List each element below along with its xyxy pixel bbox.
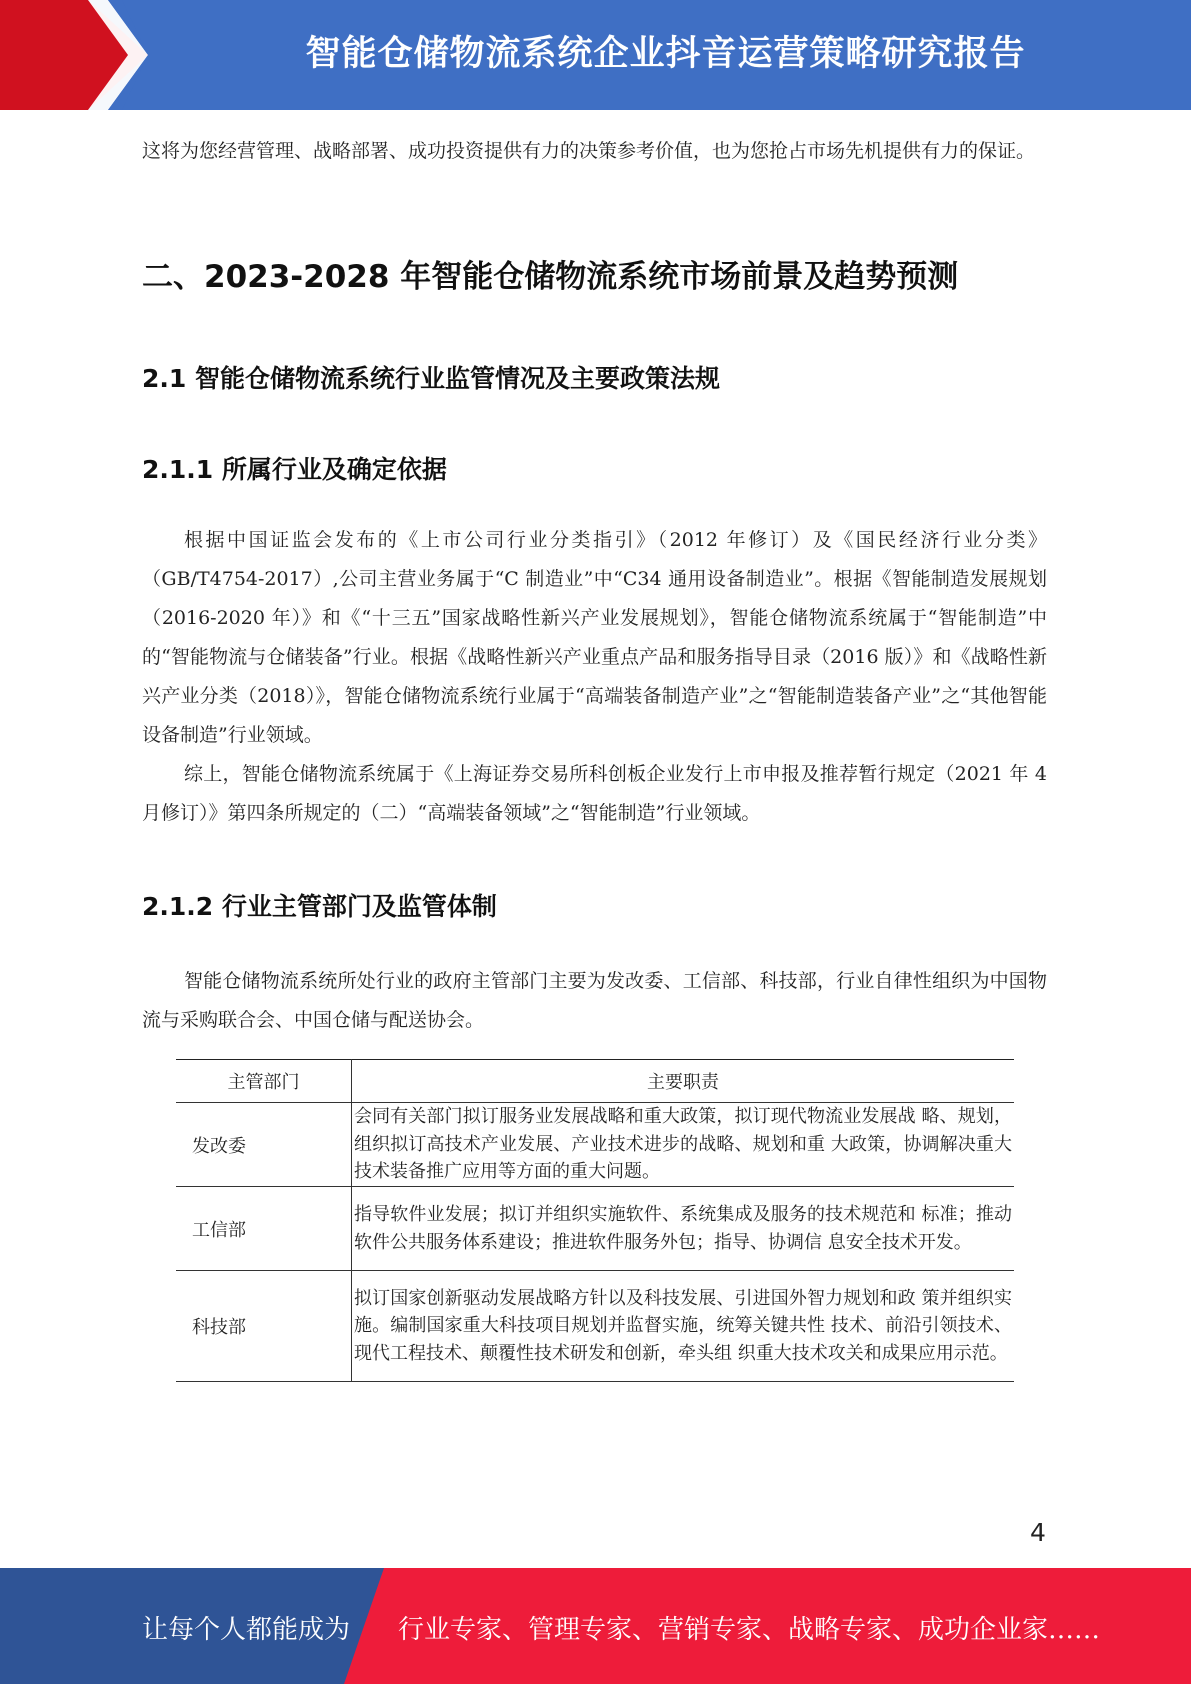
section-2-1-2-heading: 2.1.2 行业主管部门及监管体制 xyxy=(142,892,497,921)
industry-classification-paragraph: 根据中国证监会发布的《上市公司行业分类指引》（2012 年修订）及《国民经济行业分类》（GB/T4754-2017）,公司主营业务属于“C 制造业”中“C34 通用设备制造业”。根据《智能制造发展规划（2016-2020 年）》和《“十三五”国家战略性新兴产业发展规划》，智能仓储物流系统属于“智能制造”中的“智能物流与仓储装备”行业。根据《战略性新兴产业重点产品和服务指导目录（2016 版）》和《战略性新兴产业分类（2018）》，智能仓储物流系统行业属于“高端装备制造产业”之“智能制造装备产业”之“其他智能设备制造”行业领域。 xyxy=(142,529,1047,746)
table-header-row xyxy=(176,1060,1014,1103)
duty-cell: 指导软件业发展；拟订并组织实施软件、系统集成及服务的技术规范和 标准；推动软件公共服务体系建设；推进软件服务外包；指导、协调信 息安全技术开发。 xyxy=(352,1187,1015,1271)
section-2-1-1-summary xyxy=(142,755,1047,833)
dept-cell: 工信部 xyxy=(176,1187,352,1271)
table-row xyxy=(176,1271,1014,1382)
table-row xyxy=(176,1103,1014,1187)
dept-cell: 科技部 xyxy=(176,1271,352,1382)
section-2-1-2-body xyxy=(142,962,1047,1040)
section-2-1-1-heading: 2.1.1 所属行业及确定依据 xyxy=(142,455,447,484)
footer-slogan-left: 让每个人都能成为 xyxy=(142,1615,351,1645)
header-cell-dept: 主管部门 xyxy=(176,1060,352,1103)
table-row xyxy=(176,1187,1014,1271)
section-2-heading: 二、2023-2028 年智能仓储物流系统市场前景及趋势预测 xyxy=(142,259,959,295)
section-2-1-heading: 2.1 智能仓储物流系统行业监管情况及主要政策法规 xyxy=(142,364,720,393)
header-cell-duty: 主要职责 xyxy=(352,1060,1015,1103)
header-banner xyxy=(0,0,1191,110)
summary-paragraph: 综上，智能仓储物流系统属于《上海证券交易所科创板企业发行上市申报及推荐暂行规定（2021 年 4 月修订）》第四条所规定的（二）“高端装备领域”之“智能制造”行业领域。 xyxy=(142,763,1047,824)
dept-cell: 发改委 xyxy=(176,1103,352,1187)
duty-cell: 会同有关部门拟订服务业发展战略和重大政策，拟订现代物流业发展战 略、规划，组织拟订高技术产业发展、产业技术进步的战略、规划和重 大政策，协调解决重大技术装备推广应用等方面的重大问题。 xyxy=(352,1103,1015,1187)
footer-banner xyxy=(0,1568,1191,1684)
footer-slogan-right: 行业专家、管理专家、营销专家、战略专家、成功企业家…… xyxy=(398,1615,1101,1645)
duty-cell: 拟订国家创新驱动发展战略方针以及科技发展、引进国外智力规划和政 策并组织实施。编制国家重大科技项目规划并监督实施，统筹关键共性 技术、前沿引领技术、现代工程技术、颠覆性技术研发和创新，牵头组 织重大技术攻关和成果应用示范。 xyxy=(352,1271,1015,1382)
intro-section xyxy=(142,132,1047,171)
regulator-paragraph: 智能仓储物流系统所处行业的政府主管部门主要为发改委、工信部、科技部，行业自律性组织为中国物流与采购联合会、中国仓储与配送协会。 xyxy=(142,970,1047,1031)
page-number: 4 xyxy=(1030,1518,1046,1547)
regulator-table xyxy=(176,1059,1014,1382)
intro-paragraph: 这将为您经营管理、战略部署、成功投资提供有力的决策参考价值，也为您抢占市场先机提供有力的保证。 xyxy=(142,140,1036,162)
report-title: 智能仓储物流系统企业抖音运营策略研究报告 xyxy=(305,34,1026,74)
section-2-1-1-body xyxy=(142,521,1047,755)
